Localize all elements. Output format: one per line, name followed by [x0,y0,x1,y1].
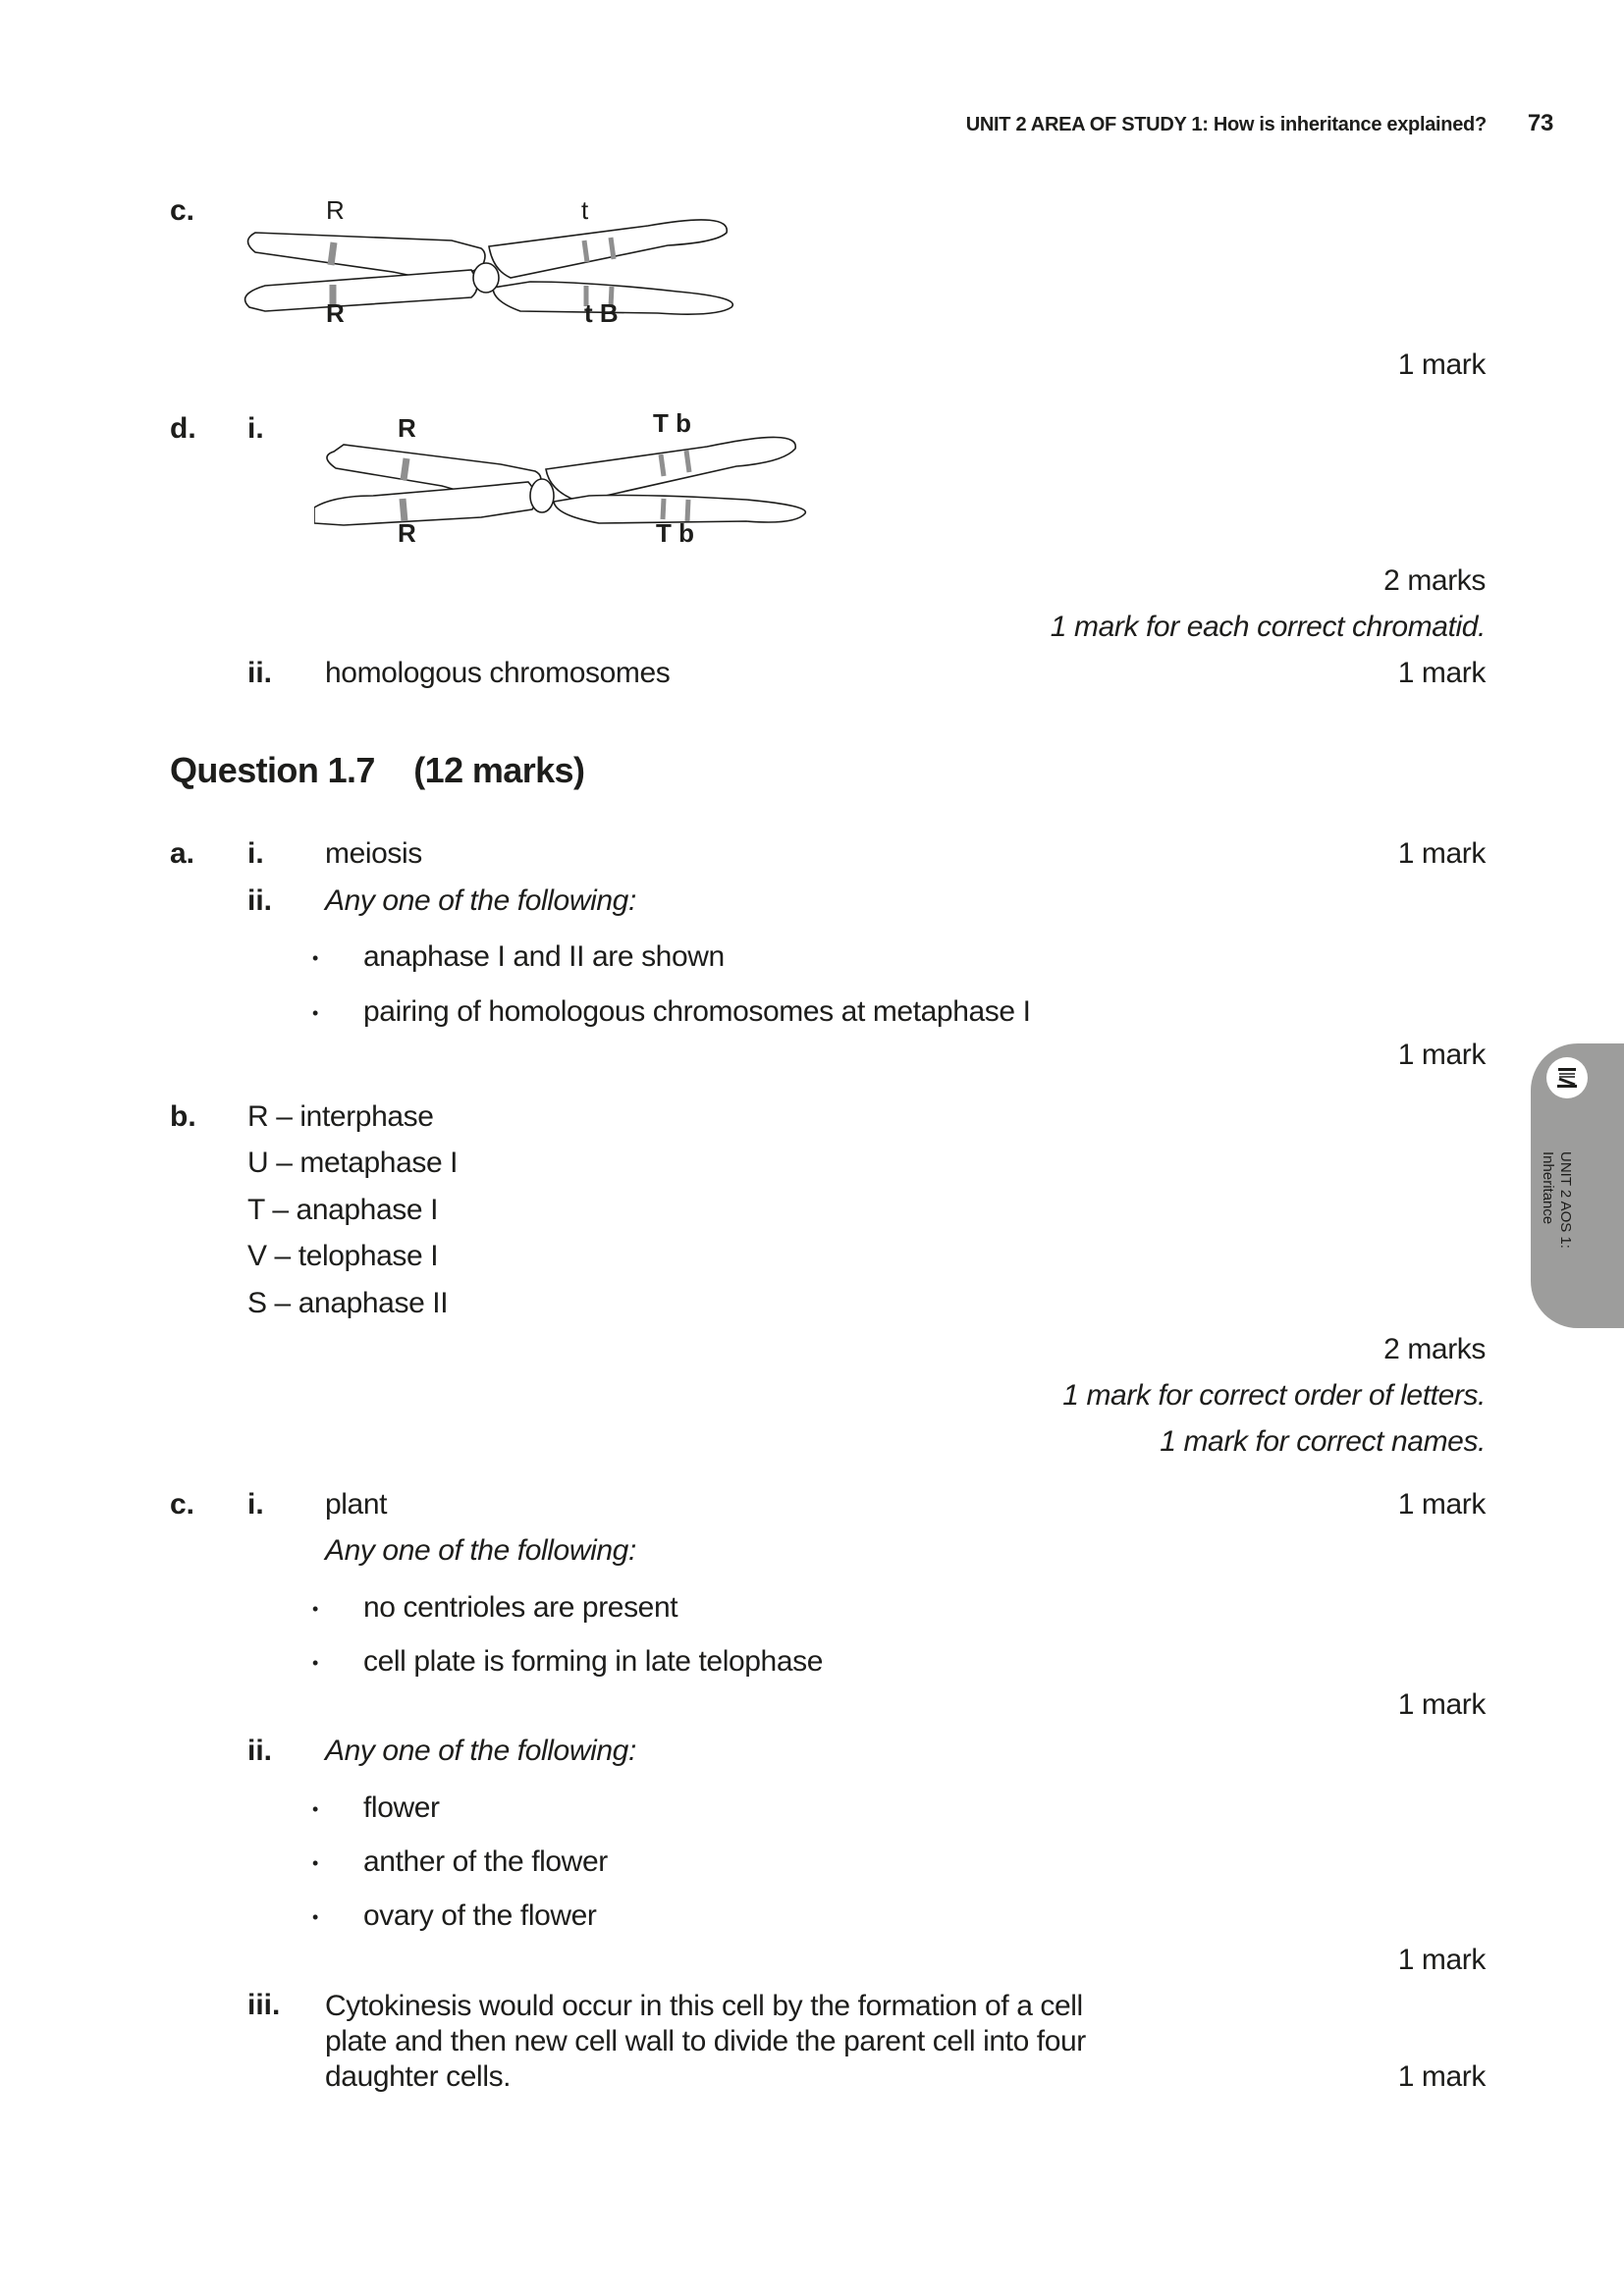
qc-iii-answer [325,1989,1086,2095]
qc-label: c. [170,1488,195,1521]
label-bottom-tB: t B [584,298,619,328]
qc-i-bullet: no centrioles are present [363,1591,678,1624]
label-bottom-R: R [326,298,345,328]
chromatid-lower-left [314,482,536,525]
part-d-label: d. [170,412,196,445]
question-heading [170,750,584,791]
qc-ii-label: ii. [247,1735,273,1767]
qb-line: U – metaphase I [247,1147,459,1179]
qb-note: 1 mark for correct names. [1160,1425,1486,1458]
qb-line: T – anaphase I [247,1194,438,1226]
label-top-t: t [581,195,589,225]
qb-mark: 2 marks [1383,1333,1486,1365]
band-R-top [331,242,334,265]
centromere [473,263,499,293]
question-total: (12 marks) [413,750,585,790]
band-T-top [661,454,664,476]
bullet-icon: • [312,1907,319,1927]
qa-ii-intro: Any one of the following: [325,884,636,917]
section-side-tab [1531,1043,1624,1328]
chromatid-upper-right [489,220,727,278]
qc-iii-mark: 1 mark [1397,2060,1486,2093]
band-T-bottom [663,499,664,519]
band-b-top [686,451,689,472]
chromosome-diagram-c [236,191,746,339]
side-tab-label [1539,1151,1574,1249]
label-bottom-R: R [398,518,416,548]
qc-i-intro: Any one of the following: [325,1534,636,1567]
qc-iii-line: daughter cells. [325,2060,512,2093]
qa-ii-bullet: anaphase I and II are shown [363,940,725,973]
label-top-R: R [326,195,345,225]
qa-label: a. [170,837,195,870]
label-bottom-Tb: T b [656,518,694,548]
qc-i-answer: plant [325,1488,388,1521]
side-tab-line1: UNIT 2 AOS 1: [1557,1151,1574,1249]
band-t-top [584,240,587,262]
qc-ii-bullet: anther of the flower [363,1845,608,1878]
centromere [530,479,554,512]
bullet-icon: • [312,948,319,968]
part-d-i-label: i. [247,412,264,445]
part-d-i-note: 1 mark for each correct chromatid. [1050,611,1486,643]
qc-iii-line: Cytokinesis would occur in this cell by the formation of a cell [325,1990,1083,2022]
running-header [966,110,1553,137]
qc-i-mark: 1 mark [1397,1488,1486,1521]
part-d-i-mark: 2 marks [1383,564,1486,597]
qa-i-answer: meiosis [325,837,422,870]
part-c-mark: 1 mark [1397,348,1486,381]
qc-i-bullet: cell plate is forming in late telophase [363,1645,824,1678]
part-d-ii-label: ii. [247,657,273,689]
qc-ii-bullet: ovary of the flower [363,1899,597,1932]
chromatid-lower-left [245,270,477,311]
qc-iii-label: iii. [247,1989,281,2021]
part-d-ii-mark: 1 mark [1397,657,1486,689]
qc-ii-intro: Any one of the following: [325,1735,636,1767]
qc-ii-mark: 1 mark [1397,1944,1486,1976]
qa-i-label: i. [247,837,264,870]
band-R-top [404,458,406,480]
qa-ii-mark: 1 mark [1397,1039,1486,1071]
chromosome-diagram-d [314,398,825,555]
qa-ii-label: ii. [247,884,273,917]
bullet-icon: • [312,1599,319,1619]
part-c-label: c. [170,194,195,227]
qb-line: V – telophase I [247,1240,439,1272]
qb-line: S – anaphase II [247,1287,449,1319]
qa-ii-bullet: pairing of homologous chromosomes at metaphase I [363,995,1031,1028]
qc-i-label: i. [247,1488,264,1521]
bullet-icon: • [312,1003,319,1023]
bullet-icon: • [312,1799,319,1819]
running-title: UNIT 2 AREA OF STUDY 1: How is inheritance explained? [965,114,1487,135]
qb-label: b. [170,1100,196,1133]
qc-iii-line: plate and then new cell wall to divide the parent cell into four [325,2025,1086,2057]
qa-i-mark: 1 mark [1397,837,1486,870]
bullet-icon: • [312,1853,319,1873]
bullet-icon: • [312,1653,319,1673]
qb-note: 1 mark for correct order of letters. [1062,1379,1486,1412]
band-t-top-2 [611,238,614,259]
qc-i-mark2: 1 mark [1397,1688,1486,1721]
part-d-ii-answer: homologous chromosomes [325,657,671,689]
question-title: Question 1.7 [170,750,375,790]
label-top-Tb: T b [653,408,691,438]
qc-ii-bullet: flower [363,1791,440,1824]
qb-line: R – interphase [247,1100,434,1133]
side-tab-line2: Inheritance [1540,1151,1556,1225]
page-number: 73 [1527,110,1553,136]
chromatid-upper-right [546,437,795,502]
label-top-R: R [398,413,416,443]
publisher-logo-icon [1546,1057,1588,1098]
